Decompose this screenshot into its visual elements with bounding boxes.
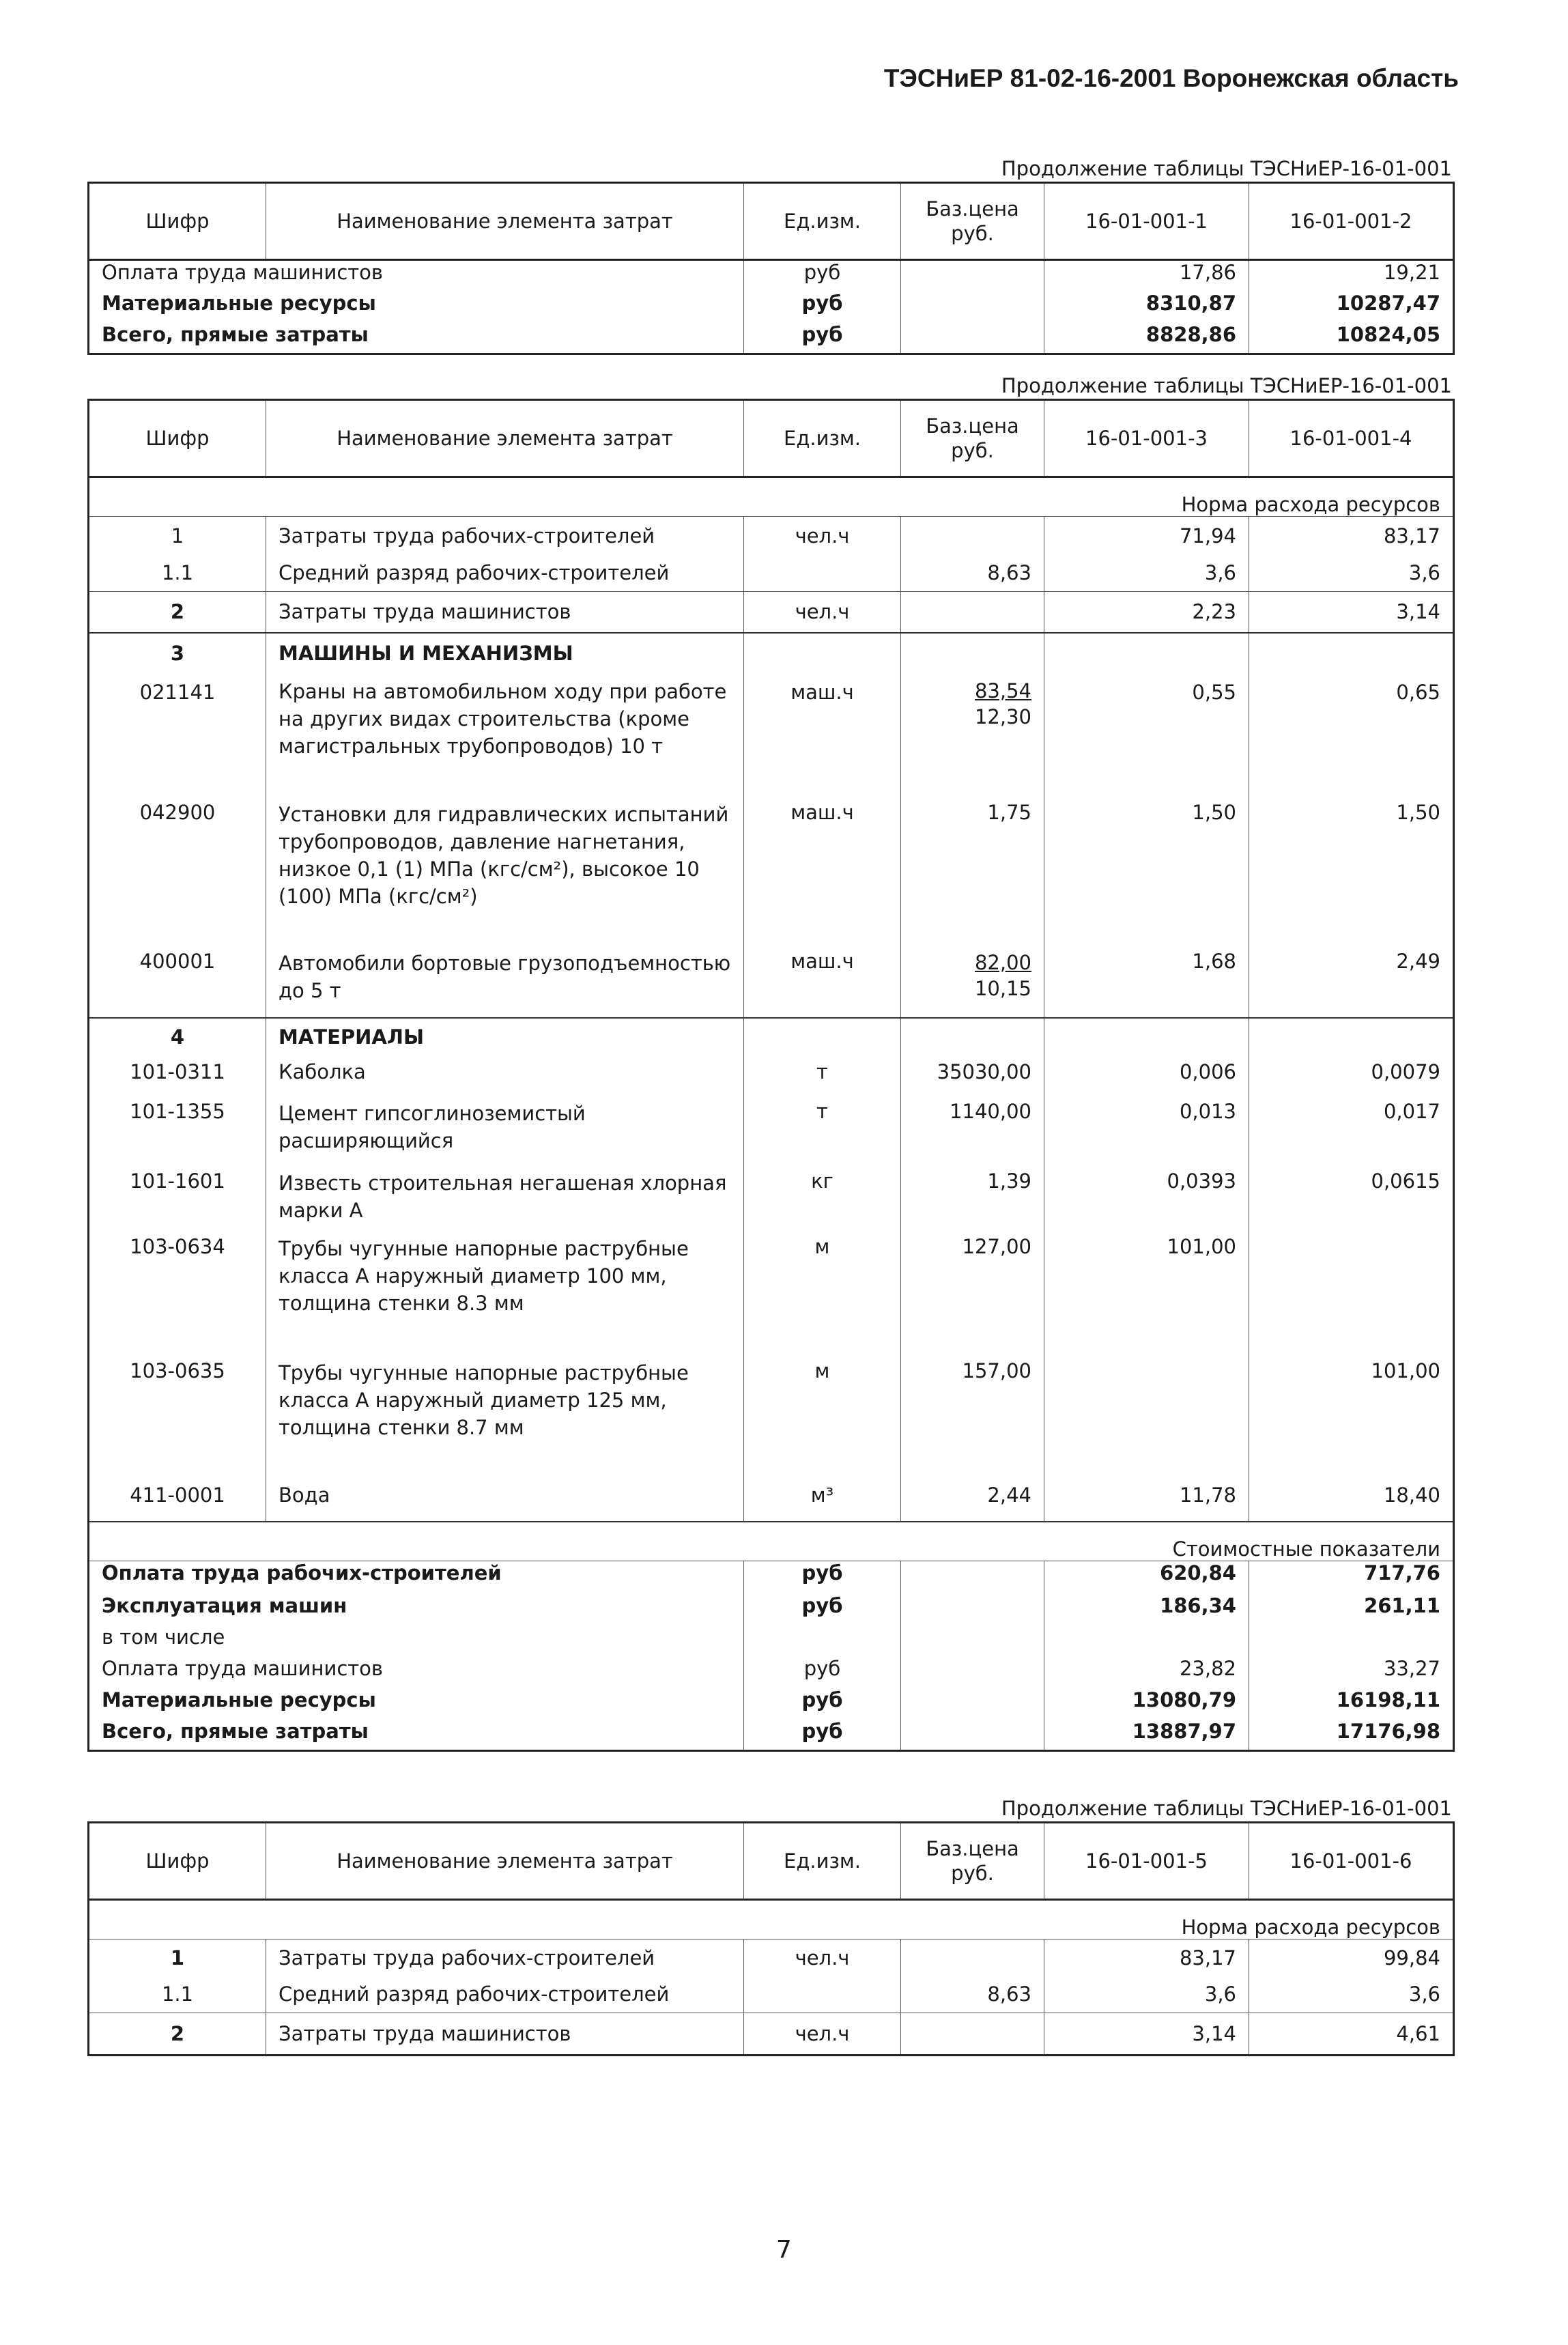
row-code: 1.1	[161, 561, 194, 585]
price-numerator: 82,00	[974, 950, 1031, 974]
row-value-b	[1249, 1625, 1454, 1657]
row-name: Материальные ресурсы	[102, 1688, 376, 1711]
row-name: в том числе	[102, 1625, 225, 1649]
row-price	[901, 1657, 1044, 1688]
row-unit	[744, 633, 901, 678]
row-value-a: 2,23	[1044, 592, 1249, 633]
row-unit: кг	[744, 1169, 901, 1235]
row-code: 103-0634	[130, 1234, 225, 1258]
table-row	[89, 1720, 1454, 1751]
col-name-header: Наименование элемента затрат	[266, 1823, 744, 1900]
row-unit: руб	[744, 1657, 901, 1688]
row-value-a: 3,6	[1044, 555, 1249, 592]
row-value-b: 99,84	[1249, 1939, 1454, 1976]
row-price: 1,39	[901, 1169, 1044, 1235]
col-a-header: 16-01-001-3	[1044, 400, 1249, 477]
norm-label-row	[89, 477, 1454, 517]
row-value-a: 13887,97	[1044, 1720, 1249, 1751]
row-value-b: 717,76	[1249, 1561, 1454, 1594]
row-value-a: 23,82	[1044, 1657, 1249, 1688]
row-code: 101-1601	[130, 1169, 225, 1193]
row-unit	[744, 1976, 901, 2013]
row-name: Затраты труда рабочих-строителей	[266, 1939, 744, 1976]
row-unit: м	[744, 1235, 901, 1359]
table-row	[89, 678, 1454, 801]
row-unit	[744, 555, 901, 592]
row-value-b: 17176,98	[1249, 1720, 1454, 1751]
row-name: Оплата труда рабочих-строителей	[102, 1561, 502, 1584]
row-code: 3	[89, 633, 266, 678]
table-row	[89, 517, 1454, 555]
row-unit: руб	[744, 1720, 901, 1751]
row-name: Цемент гипсоглиноземистый расширяющийся	[266, 1100, 744, 1169]
row-value-a: 0,0393	[1044, 1169, 1249, 1235]
row-price	[901, 1561, 1044, 1594]
row-value-a: 101,00	[1044, 1235, 1249, 1359]
table-row	[89, 555, 1454, 592]
row-price	[901, 1688, 1044, 1720]
row-value-b: 0,0079	[1249, 1060, 1454, 1100]
row-value-b: 3,14	[1249, 592, 1454, 633]
section-title: МАШИНЫ И МЕХАНИЗМЫ	[266, 633, 744, 678]
cost-label: Стоимостные показатели	[89, 1522, 1454, 1561]
col-a-header: 16-01-001-1	[1044, 183, 1249, 260]
row-value-b: 83,17	[1249, 517, 1454, 555]
row-value-b: 101,00	[1249, 1359, 1454, 1483]
table-row	[89, 1235, 1454, 1359]
table-row	[89, 1939, 1454, 1976]
row-value-a: 0,006	[1044, 1060, 1249, 1100]
row-name: Затраты труда машинистов	[266, 592, 744, 633]
col-code-header: Шифр	[89, 183, 266, 260]
row-code: 101-0311	[130, 1060, 225, 1083]
section-row	[89, 633, 1454, 678]
row-name: Эксплуатация машин	[102, 1593, 347, 1617]
row-code: 042900	[139, 800, 216, 824]
row-code: 411-0001	[130, 1483, 225, 1507]
row-price	[901, 1018, 1044, 1060]
row-value-a: 0,55	[1044, 678, 1249, 801]
row-value-a: 620,84	[1044, 1561, 1249, 1594]
row-code: 1.1	[161, 1982, 194, 2006]
section-title: МАТЕРИАЛЫ	[266, 1018, 744, 1060]
price-denominator: 10,15	[974, 976, 1031, 1000]
table-row	[89, 1625, 1454, 1657]
table-row	[89, 1688, 1454, 1720]
row-name: Установки для гидравлических испытаний трубопроводов, давление нагнетания, низкое 0,1 (1) МПа (кгс/см²), высокое 10 (100) МПа (кгс/см²)	[266, 801, 744, 950]
table-row	[89, 2013, 1454, 2056]
row-value-a: 71,94	[1044, 517, 1249, 555]
table-row	[89, 1060, 1454, 1100]
row-price	[901, 2013, 1044, 2056]
row-name: Автомобили бортовые грузоподъемностью до 5 т	[266, 950, 744, 1018]
row-name: Затраты труда рабочих-строителей	[266, 517, 744, 555]
price-numerator: 83,54	[974, 679, 1031, 702]
table3-header-row	[89, 1823, 1454, 1900]
row-name: Известь строительная негашеная хлорная марки А	[266, 1169, 744, 1235]
row-unit: чел.ч	[744, 517, 901, 555]
row-price	[901, 1594, 1044, 1625]
page-number: 7	[776, 2236, 792, 2264]
row-value-b: 1,50	[1249, 801, 1454, 950]
row-value-a	[1044, 1359, 1249, 1483]
row-name: Вода	[266, 1483, 744, 1522]
norm-label-row	[89, 1900, 1454, 1939]
row-value-b	[1249, 1235, 1454, 1359]
col-name-header: Наименование элемента затрат	[266, 183, 744, 260]
row-value-b: 19,21	[1249, 260, 1454, 292]
row-price: 8,63	[901, 1976, 1044, 2013]
table-row	[89, 950, 1454, 1018]
row-name: Оплата труда машинистов	[102, 261, 383, 284]
row-value-b: 3,6	[1249, 1976, 1454, 2013]
row-value-a: 186,34	[1044, 1594, 1249, 1625]
table-row	[89, 260, 1454, 292]
row-name: Всего, прямые затраты	[102, 1719, 369, 1743]
row-unit: руб	[744, 292, 901, 323]
row-name: Каболка	[266, 1060, 744, 1100]
row-code: 101-1355	[130, 1099, 225, 1123]
row-value-b: 0,65	[1249, 678, 1454, 801]
row-unit: т	[744, 1060, 901, 1100]
col-unit-header: Ед.изм.	[744, 183, 901, 260]
row-unit: руб	[744, 1688, 901, 1720]
row-unit: чел.ч	[744, 2013, 901, 2056]
row-price	[901, 260, 1044, 292]
table2-caption: Продолжение таблицы ТЭСНиЕР-16-01-001	[1001, 373, 1452, 400]
table1-header-row	[89, 183, 1454, 260]
table-row	[89, 1657, 1454, 1688]
row-value-a: 13080,79	[1044, 1688, 1249, 1720]
row-unit: чел.ч	[744, 592, 901, 633]
row-value-b: 10824,05	[1249, 323, 1454, 354]
row-value-b: 18,40	[1249, 1483, 1454, 1522]
row-value-a	[1044, 1625, 1249, 1657]
row-price	[901, 678, 1044, 801]
row-unit	[744, 1625, 901, 1657]
table-row	[89, 1594, 1454, 1625]
row-value-a: 3,14	[1044, 2013, 1249, 2056]
row-unit: т	[744, 1100, 901, 1169]
col-b-header: 16-01-001-6	[1249, 1823, 1454, 1900]
row-value-b: 3,6	[1249, 555, 1454, 592]
row-price	[901, 1625, 1044, 1657]
row-value-a	[1044, 1018, 1249, 1060]
row-unit: м	[744, 1359, 901, 1483]
row-value-a	[1044, 633, 1249, 678]
row-code: 400001	[139, 949, 216, 973]
row-name: Средний разряд рабочих-строителей	[266, 1976, 744, 2013]
row-value-b: 0,0615	[1249, 1169, 1454, 1235]
row-name: Всего, прямые затраты	[102, 322, 369, 346]
row-value-b: 2,49	[1249, 950, 1454, 1018]
table3	[87, 1821, 1455, 2056]
row-value-a: 83,17	[1044, 1939, 1249, 1976]
row-price	[901, 517, 1044, 555]
row-name: Средний разряд рабочих-строителей	[266, 555, 744, 592]
norm-label: Норма расхода ресурсов	[89, 1900, 1454, 1939]
section-row	[89, 1018, 1454, 1060]
row-name: Затраты труда машинистов	[266, 2013, 744, 2056]
row-unit	[744, 1018, 901, 1060]
col-b-header: 16-01-001-2	[1249, 183, 1454, 260]
row-price	[901, 1720, 1044, 1751]
row-name: Краны на автомобильном ходу при работе на других видах строительства (кроме магистральных трубопроводов) 10 т	[266, 678, 744, 801]
row-code: 4	[89, 1018, 266, 1060]
row-value-b: 33,27	[1249, 1657, 1454, 1688]
table-row	[89, 1561, 1454, 1594]
table2	[87, 399, 1455, 1752]
col-unit-header: Ед.изм.	[744, 1823, 901, 1900]
row-unit: чел.ч	[744, 1939, 901, 1976]
price-denominator: 12,30	[974, 705, 1031, 728]
row-value-b	[1249, 1018, 1454, 1060]
row-name: Трубы чугунные напорные раструбные класса А наружный диаметр 125 мм, толщина стенки 8.7 мм	[266, 1359, 744, 1483]
row-value-a: 8310,87	[1044, 292, 1249, 323]
row-unit: руб	[744, 1561, 901, 1594]
row-value-a: 1,68	[1044, 950, 1249, 1018]
col-price-header: Баз.цена руб.	[901, 183, 1044, 260]
row-price	[901, 323, 1044, 354]
row-name: Оплата труда машинистов	[102, 1656, 383, 1680]
row-unit: м³	[744, 1483, 901, 1522]
row-price	[901, 592, 1044, 633]
row-price: 8,63	[901, 555, 1044, 592]
row-value-b: 0,017	[1249, 1100, 1454, 1169]
row-value-a: 8828,86	[1044, 323, 1249, 354]
col-code-header: Шифр	[89, 400, 266, 477]
row-value-b: 4,61	[1249, 2013, 1454, 2056]
row-price: 127,00	[901, 1235, 1044, 1359]
row-price	[901, 292, 1044, 323]
row-unit: руб	[744, 260, 901, 292]
table-row	[89, 323, 1454, 354]
row-name: Материальные ресурсы	[102, 291, 376, 315]
row-unit: маш.ч	[744, 801, 901, 950]
col-a-header: 16-01-001-5	[1044, 1823, 1249, 1900]
row-value-a: 11,78	[1044, 1483, 1249, 1522]
row-price	[901, 633, 1044, 678]
table3-caption: Продолжение таблицы ТЭСНиЕР-16-01-001	[1001, 1795, 1452, 1823]
row-unit: руб	[744, 1594, 901, 1625]
document-header: ТЭСНиЕР 81-02-16-2001 Воронежская область	[883, 64, 1459, 92]
row-value-a: 3,6	[1044, 1976, 1249, 2013]
row-value-a: 1,50	[1044, 801, 1249, 950]
table-row	[89, 1976, 1454, 2013]
table-row	[89, 1100, 1454, 1169]
table2-header-row	[89, 400, 1454, 477]
table-row	[89, 292, 1454, 323]
col-price-header: Баз.цена руб.	[901, 400, 1044, 477]
table-row	[89, 1483, 1454, 1522]
row-value-b: 261,11	[1249, 1594, 1454, 1625]
row-value-a: 17,86	[1044, 260, 1249, 292]
row-name: Трубы чугунные напорные раструбные класса А наружный диаметр 100 мм, толщина стенки 8.3 мм	[266, 1235, 744, 1359]
table1-caption: Продолжение таблицы ТЭСНиЕР-16-01-001	[1001, 156, 1452, 183]
row-unit: маш.ч	[744, 678, 901, 801]
table1	[87, 182, 1455, 355]
norm-label: Норма расхода ресурсов	[89, 477, 1454, 517]
table-row	[89, 1169, 1454, 1235]
row-code: 2	[89, 592, 266, 633]
table-row	[89, 801, 1454, 950]
row-value-b: 10287,47	[1249, 292, 1454, 323]
row-code: 021141	[139, 680, 216, 704]
col-b-header: 16-01-001-4	[1249, 400, 1454, 477]
row-price: 1140,00	[901, 1100, 1044, 1169]
col-name-header: Наименование элемента затрат	[266, 400, 744, 477]
row-price: 2,44	[901, 1483, 1044, 1522]
row-value-b	[1249, 633, 1454, 678]
row-value-b: 16198,11	[1249, 1688, 1454, 1720]
row-unit: руб	[744, 323, 901, 354]
col-unit-header: Ед.изм.	[744, 400, 901, 477]
row-price: 157,00	[901, 1359, 1044, 1483]
row-code: 103-0635	[130, 1359, 225, 1382]
row-code: 1	[170, 1946, 185, 1970]
row-value-a: 0,013	[1044, 1100, 1249, 1169]
col-price-header: Баз.цена руб.	[901, 1823, 1044, 1900]
row-price: 35030,00	[901, 1060, 1044, 1100]
row-code: 1	[171, 524, 184, 548]
row-unit: маш.ч	[744, 950, 901, 1018]
cost-label-row	[89, 1522, 1454, 1561]
row-price	[901, 1939, 1044, 1976]
row-price: 1,75	[901, 801, 1044, 950]
table-row	[89, 1359, 1454, 1483]
col-code-header: Шифр	[89, 1823, 266, 1900]
row-price	[901, 950, 1044, 1018]
row-code: 2	[89, 2013, 266, 2056]
table-row	[89, 592, 1454, 633]
